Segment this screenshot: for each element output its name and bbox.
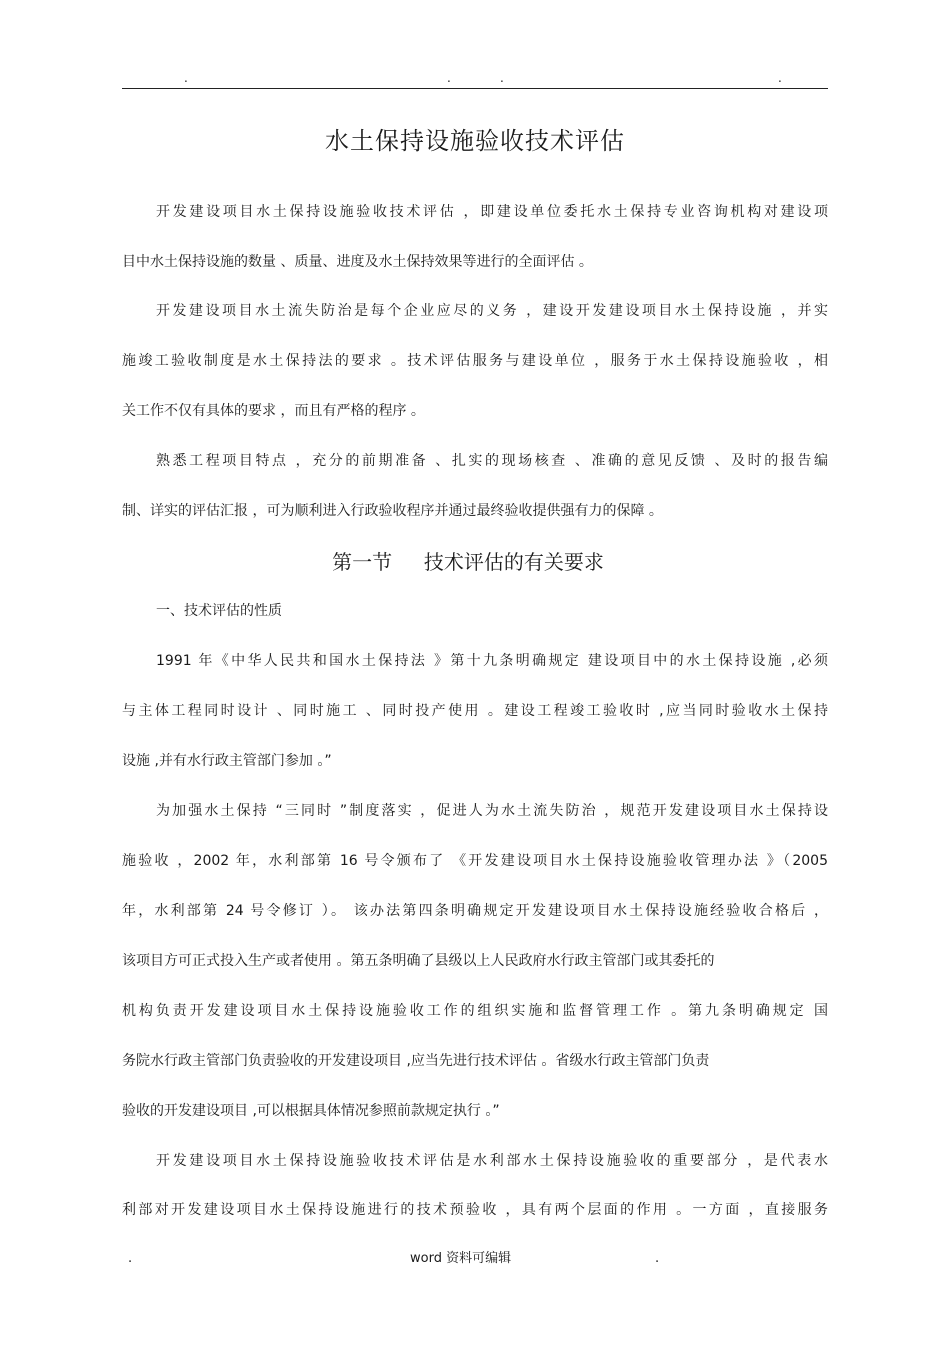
paragraph-line: 年，水利部第 24 号令修订 ）。 该办法第四条明确规定开发建设项目水土保持设施经验收合格后 ， (122, 903, 828, 919)
paragraph-line: 开发建设项目水土流失防治是每个企业应尽的义务 ，建设开发建设项目水土保持设施 ，并实 (156, 303, 828, 319)
header-rule (122, 88, 828, 89)
paragraph-line: 施验收 ，2002 年，水利部第 16 号令颁布了 《开发建设项目水土保持设施验收管理办法 》（2005 (122, 853, 828, 869)
paragraph-line: 机构负责开发建设项目水土保持设施验收工作的组织实施和监督管理工作 。第九条明确规定 国 (122, 1003, 828, 1019)
section-heading: 第一节 技术评估的有关要求 (332, 550, 604, 574)
document-title: 水土保持设施验收技术评估 (325, 127, 625, 155)
header-dot: . (447, 71, 451, 85)
paragraph-line: 为加强水土保持 “三同时 ”制度落实 ，促进人为水土流失防治 ，规范开发建设项目水土保持设 (156, 803, 828, 819)
paragraph-line: 开发建设项目水土保持设施验收技术评估 ，即建设单位委托水土保持专业咨询机构对建设项 (156, 204, 828, 220)
footer-dot: . (128, 1251, 133, 1266)
paragraph-line: 与主体工程同时设计 、同时施工 、同时投产使用 。建设工程竣工验收时 ,应当同时验收水土保持 (122, 703, 828, 719)
header-dot: . (778, 71, 782, 85)
paragraph-line: 利部对开发建设项目水土保持设施进行的技术预验收 ，具有两个层面的作用 。一方面 ，直接服务 (122, 1202, 828, 1218)
header-dot: . (184, 71, 188, 85)
paragraph-line: 制、详实的评估汇报 ，可为顺利进入行政验收程序并通过最终验收提供强有力的保障 。 (122, 503, 663, 519)
paragraph-line: 1991 年《中华人民共和国水土保持法 》第十九条明确规定 建设项目中的水土保持设施 ,必须 (156, 653, 828, 669)
footer-text: word 资料可编辑 (410, 1251, 512, 1266)
paragraph-line: 熟悉工程项目特点 ，充分的前期准备 、扎实的现场核查 、准确的意见反馈 、及时的报告编 (156, 453, 828, 469)
subheading: 一、技术评估的性质 (156, 603, 282, 619)
footer-dot: . (655, 1251, 660, 1266)
paragraph-line: 目中水土保持设施的数量 、质量、进度及水土保持效果等进行的全面评估 。 (122, 254, 593, 270)
paragraph-line: 开发建设项目水土保持设施验收技术评估是水利部水土保持设施验收的重要部分 ，是代表水 (156, 1153, 828, 1169)
paragraph-line: 设施 ,并有水行政主管部门参加 。” (122, 753, 332, 769)
header-dot: . (500, 71, 504, 85)
paragraph-line: 该项目方可正式投入生产或者使用 。第五条明确了县级以上人民政府水行政主管部门或其委托的 (122, 953, 715, 969)
paragraph-line: 务院水行政主管部门负责验收的开发建设项目 ,应当先进行技术评估 。省级水行政主管部门负责 (122, 1053, 710, 1069)
paragraph-line: 施竣工验收制度是水土保持法的要求 。技术评估服务与建设单位 ，服务于水土保持设施验收 ，相 (122, 353, 828, 369)
paragraph-line: 关工作不仅有具体的要求 ，而且有严格的程序 。 (122, 403, 425, 419)
paragraph-line: 验收的开发建设项目 ,可以根据具体情况参照前款规定执行 。” (122, 1103, 500, 1119)
